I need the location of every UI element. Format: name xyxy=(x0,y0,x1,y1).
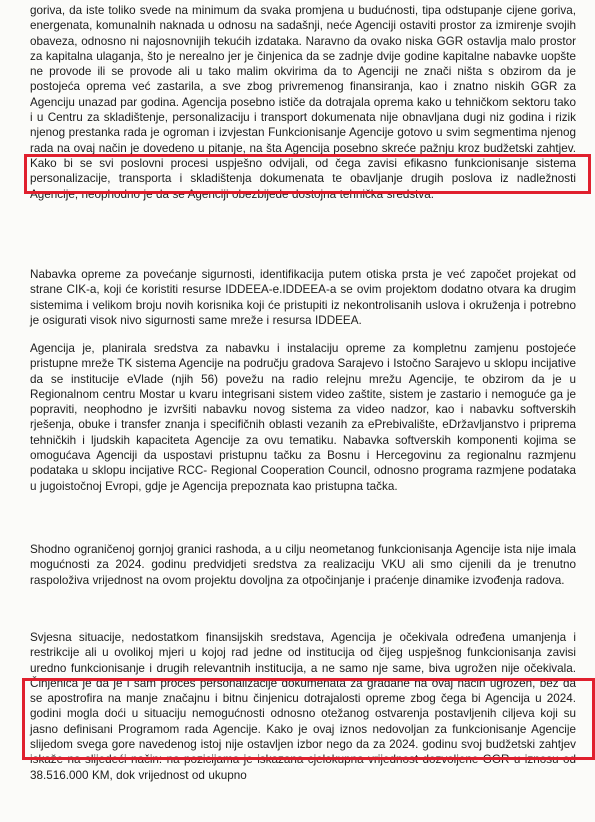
paragraph-1: goriva, da iste toliko svede na minimum da svaka promjena u budućnosti, tipa odstupanje cijene goriva, energenata, komunalnih naknada u odnosu na sadašnji, neće Agenciji ostaviti prostor za izmirenje svojih obaveza, odnosno ni najosnovnijih tekućih izdataka. Naravno da ovako niska GGR ostavlja malo prostor za kapitalna ulaganja, što je nerealno jer je činjenica da se zadnje dvije godine kapitalne nabavke uopšte ne provode ili se provode ali u tako malim okvirima da to Agenciji ne znači ništa s obzirom da je postojeća oprema već zastarila, a sve zbog privremenog finansiranja, kao i znatno niskih GGR za Agenciju unazad par godina. Agencija posebno ističe da dotrajala oprema kako u tehničkom sektoru tako i u Centru za skladištenje, personalizaciju i transport dokumenata nije obnavljana dugi niz godina i rizik njenog prestanka rada je ogroman i izvjestan Funkcionisanje Agencije gotovo u svim segmentima njenog rada na ovaj način je dovedeno u pitanje, na šta Agencija posebno skreće pažnju kroz budžetski zahtjev. Kako bi se svi poslovni procesi uspješno odvijali, od čega zavisi efikasno funkcionisanje sistema personalizacije, transporta i skladištenja dokumenata te obavljanje drugih poslova iz nadležnosti Agencije, neophodno je da se Agenciji obezbijede dostojna tehnička sredstva. xyxy=(30,4,576,201)
paragraph-2: Nabavka opreme za povećanje sigurnosti, identifikacija putem otiska prsta je već započet projekat od strane CIK-a, koji će koristiti resurse IDDEEA-e.IDDEEA-a se ovim projektom dodatno otvara ka drugim sistemima i velikom broju novih korisnika koji će pristupiti iz nekontrolisanih uslova i okruženja i potrebno je osigurati visok nivo sigurnosti same mreže i resursa IDDEEA. xyxy=(30,268,576,327)
paragraph-3: Agencija je, planirala sredstva za nabavku i instalaciju opreme za kompletnu zamjenu postojeće pristupne mreže TK sistema Agencije na području gradova Sarajevo i Istočno Sarajevo u sklopu incijative da se institucije eVlade (njih 56) povežu na radio relejnu mrežu Agencije, te obzirom da je u Regionalnom centru Mostar u kvaru integrisani sistem video zaštite, sistem je zastario i nemoguće ga je popraviti, neophodno je izvršiti nabavku novog sistema za video nadzor, kao i nabavku softverskih rješenja, obuke i transfer znanja i specifičnih oblasti vezanih za ePrebivalište, eDržavljanstvo i priprema tehničkih i ljudskih kapaciteta Agencije za ovu tematiku. Nabavka softverskih komponenti kojima se omogućava Agenciji da uspostavi pristupnu tačku za Bosnu i Hercegovinu za regionalnu razmjenu podataka u sklopu incijative RCC- Regional Cooperation Council, odnosno programa razmjene podataka u jugoistočnoj Evropi, gdje je Agencija prepoznata kao pristupna tačka. xyxy=(30,342,576,493)
paragraph-5: Svjesna situacije, nedostatkom finansijskih sredstava, Agencija je očekivala određena umanjenja i restrikcije ali u ovolikoj mjeri u kojoj rad jedne od institucija od čijeg uspješnog funkcionisanja zavisi uredno funkcionisanje i drugih relevantnih institucija, a ne samo nje same, biva ugrožen nije očekivala. Činjenica je da je i sam proces personalizacije dokumenata za građane na ovaj način ugrožen, bez da se apostrofira na manje značajnu i bitnu činjenicu dotrajalosti opreme zbog čega bi Agencija u 2024. godini mogla doći u situaciju nemogućnosti odnosno otežanog ostvarenja postavljenih ciljeva koji su jasno definisani Programom rada Agencije. Kako je ovaj iznos nedovoljan za funkcionisanje Agencije slijedom svega gore navedenog istoj nije ostavljen izbor nego da za 2024. godinu svoj budžetski zahtjev iskaže na slijedeći način: na pozicijama je iskazana cjelokupna vrijednost dozvoljene GGR u iznosu od 38.516.000 KM, dok vrijednost od ukupno xyxy=(30,631,576,782)
paragraph-4: Shodno ograničenoj gornjoj granici rashoda, a u cilju neometanog funkcionisanja Agencije ista nije imala mogućnosti za 2024. godinu predvidjeti sredstva za realizaciju VKU ali smo cijenili da je trenutno raspoloživa vrijednost na ovom projektu dovoljna za otpočinjanje i praćenje dinamike izvođenja radova. xyxy=(30,543,576,587)
